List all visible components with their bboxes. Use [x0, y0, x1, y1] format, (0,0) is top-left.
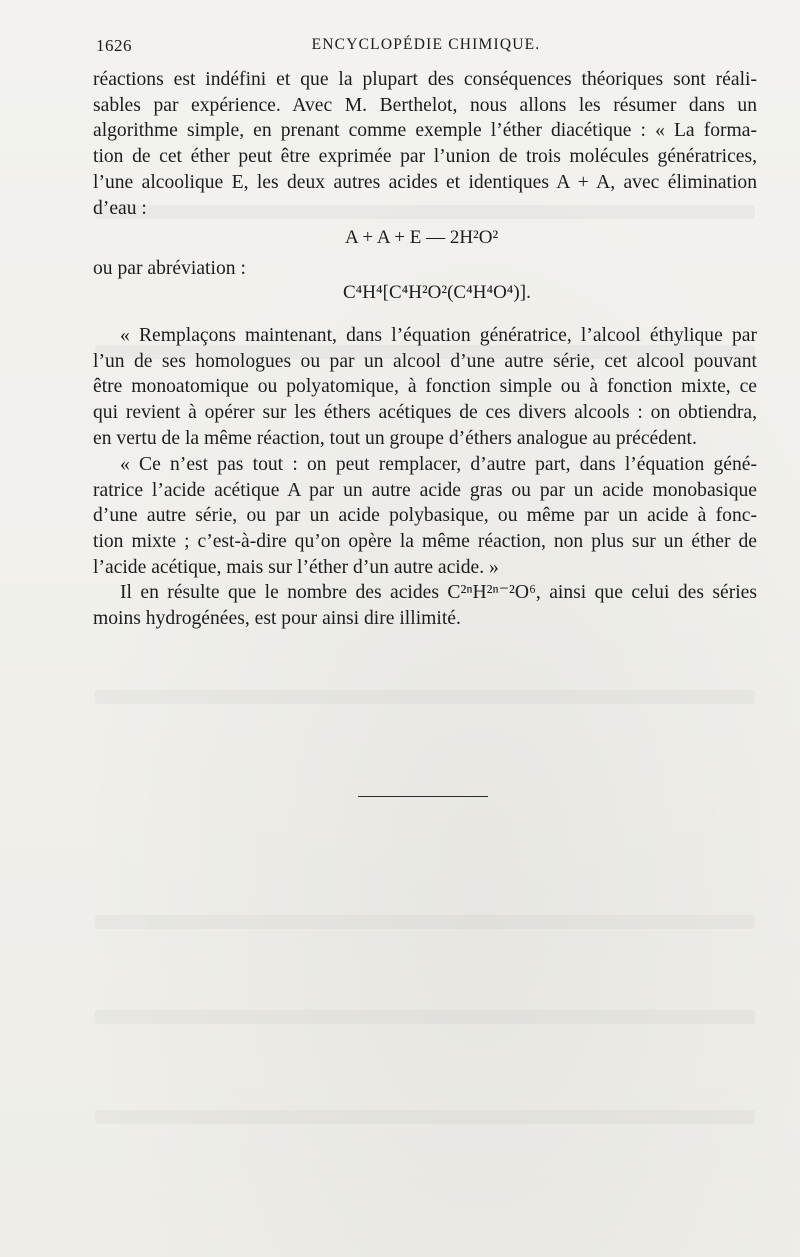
text-line: être monoatomique ou polyatomique, à fonction simple ou à fonction mixte, ce — [93, 376, 757, 398]
text-line: l’acide acétique, mais sur l’éther d’un autre acide. » — [93, 556, 499, 578]
text-line: d’une autre série, ou par un acide polybasique, ou même par un acide à fonc- — [93, 505, 757, 527]
page-number: 1626 — [96, 36, 132, 55]
text-line: sables par expérience. Avec M. Berthelot, nous allons les résumer dans un — [93, 94, 757, 116]
section-end-rule — [358, 796, 488, 797]
running-title: ENCYCLOPÉDIE CHIMIQUE. — [311, 36, 541, 53]
formula-generation: A + A + E — 2H²O² — [345, 227, 499, 248]
text-line: en vertu de la même réaction, tout un groupe d’éthers analogue au précédent. — [93, 427, 697, 449]
paragraph-acid — [93, 452, 757, 581]
text-line: réactions est indéfini et que la plupart des conséquences théoriques sont réali- — [93, 69, 757, 90]
paragraph-conclusion — [93, 580, 757, 631]
paragraph-intro — [93, 67, 757, 221]
text-line: d’eau : — [93, 197, 147, 219]
text-line: Il en résulte que le nombre des acides C²ⁿH²ⁿ⁻²O⁶, ainsi que celui des séries — [120, 582, 757, 603]
text-line: algorithme simple, en prenant comme exemple l’éther diacétique : « La forma- — [93, 120, 757, 142]
text-line: « Remplaçons maintenant, dans l’équation génératrice, l’alcool éthylique par — [120, 325, 757, 346]
text-line: l’un de ses homologues ou par un alcool d’une autre série, cet alcool pouvant — [93, 350, 757, 372]
paragraph-alcohol — [93, 323, 757, 452]
formula-abbreviated: C⁴H⁴[C⁴H²O²(C⁴H⁴O⁴)]. — [343, 282, 531, 303]
text-line: qui revient à opérer sur les éthers acétiques de ces divers alcools : on obtiendra, — [93, 402, 757, 424]
text-line: tion de cet éther peut être exprimée par l’union de trois molécules génératrices, — [93, 146, 757, 168]
text-line: « Ce n’est pas tout : on peut remplacer, d’autre part, dans l’équation géné- — [120, 454, 757, 475]
text-line: tion mixte ; c’est-à-dire qu’on opère la même réaction, non plus sur un éther de — [93, 531, 757, 553]
text-line: l’une alcoolique E, les deux autres acides et identiques A + A, avec élimination — [93, 171, 757, 193]
abbreviation-line — [93, 256, 757, 282]
running-head — [94, 36, 758, 60]
bleed-through-shading — [95, 915, 755, 929]
text-line: moins hydrogénées, est pour ainsi dire illimité. — [93, 607, 461, 629]
text-line: ratrice l’acide acétique A par un autre acide gras ou par un acide monobasique — [93, 479, 757, 501]
text-line: ou par abréviation : — [93, 258, 246, 279]
bleed-through-shading — [95, 690, 755, 704]
bleed-through-shading — [95, 1110, 755, 1124]
bleed-through-shading — [95, 1010, 755, 1024]
